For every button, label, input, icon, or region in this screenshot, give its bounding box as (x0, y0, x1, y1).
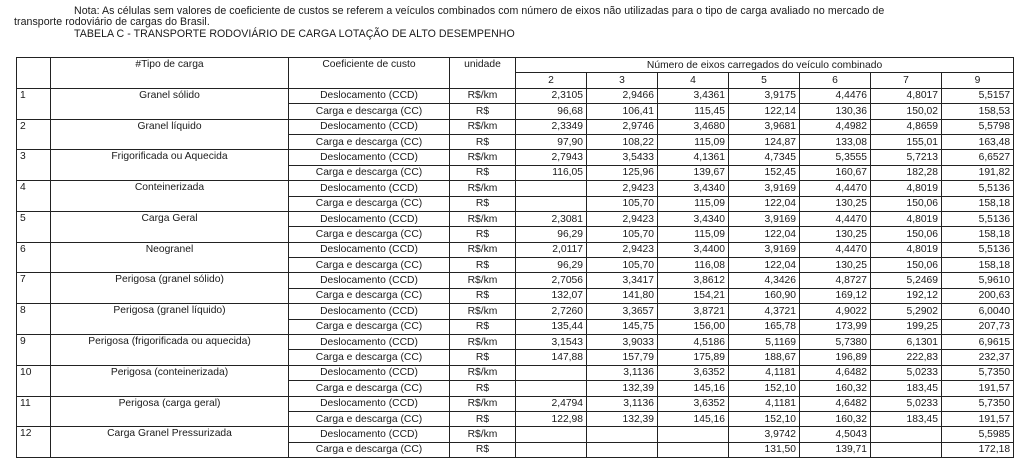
value-cell: 2,7260 (516, 304, 587, 319)
value-cell: 199,25 (871, 319, 942, 334)
value-cell: 5,1169 (729, 335, 800, 350)
value-cell: 155,01 (871, 134, 942, 149)
value-cell: 3,9681 (729, 119, 800, 134)
value-cell: 3,9169 (729, 242, 800, 257)
value-cell: 3,9033 (587, 335, 658, 350)
value-cell: 5,0233 (871, 396, 942, 411)
table-title: TABELA C - TRANSPORTE RODOVIÁRIO DE CARGA LOTAÇÃO DE ALTO DESEMPENHO (74, 27, 515, 40)
value-cell: 131,50 (729, 442, 800, 457)
value-cell: 5,2902 (871, 304, 942, 319)
unit-label: R$/km (450, 242, 516, 257)
header-axle-7: 7 (871, 73, 942, 88)
value-cell: 3,1136 (587, 365, 658, 380)
value-cell: 3,4400 (658, 242, 729, 257)
value-cell: 152,10 (729, 381, 800, 396)
value-cell: 115,09 (658, 134, 729, 149)
value-cell: 175,89 (658, 350, 729, 365)
value-cell: 3,4340 (658, 211, 729, 226)
value-cell: 3,1136 (587, 396, 658, 411)
value-cell: 160,32 (800, 381, 871, 396)
value-cell: 3,3657 (587, 304, 658, 319)
value-cell: 5,5985 (942, 427, 1014, 442)
value-cell: 5,5136 (942, 181, 1014, 196)
value-cell: 122,14 (729, 104, 800, 119)
value-cell: 183,45 (871, 411, 942, 426)
coefficient-label: Carga e descarga (CC) (289, 411, 450, 426)
value-cell: 130,36 (800, 104, 871, 119)
row-index: 3 (17, 150, 51, 181)
value-cell: 5,0233 (871, 365, 942, 380)
value-cell: 5,3555 (800, 150, 871, 165)
value-cell: 4,3721 (729, 304, 800, 319)
note (14, 6, 1018, 40)
value-cell (658, 442, 729, 457)
value-cell (516, 442, 587, 457)
value-cell: 122,04 (729, 258, 800, 273)
row-index: 4 (17, 181, 51, 212)
cost-coefficient-table (16, 57, 1014, 458)
table-row (17, 427, 1014, 442)
value-cell: 105,70 (587, 227, 658, 242)
coefficient-label: Deslocamento (CCD) (289, 273, 450, 288)
value-cell: 115,09 (658, 227, 729, 242)
value-cell: 105,70 (587, 258, 658, 273)
value-cell: 3,4361 (658, 88, 729, 103)
value-cell (871, 427, 942, 442)
value-cell: 147,88 (516, 350, 587, 365)
unit-label: R$ (450, 288, 516, 303)
value-cell: 2,9746 (587, 119, 658, 134)
value-cell: 122,04 (729, 227, 800, 242)
value-cell: 3,9169 (729, 211, 800, 226)
unit-label: R$/km (450, 211, 516, 226)
cargo-type: Perigosa (conteinerizada) (51, 365, 289, 396)
value-cell: 5,5136 (942, 242, 1014, 257)
value-cell: 5,5136 (942, 211, 1014, 226)
value-cell: 2,3105 (516, 88, 587, 103)
cargo-type: Conteinerizada (51, 181, 289, 212)
value-cell: 6,6527 (942, 150, 1014, 165)
value-cell: 196,89 (800, 350, 871, 365)
row-index: 5 (17, 211, 51, 242)
coefficient-label: Carga e descarga (CC) (289, 258, 450, 273)
value-cell: 154,21 (658, 288, 729, 303)
value-cell: 192,12 (871, 288, 942, 303)
header-coefficient: Coeficiente de custo (289, 58, 450, 89)
note-line-1: Nota: As células sem valores de coeficiente de custos se referem a veículos combinados com número de eixos não utilizadas para o tipo de carga avaliado no mercado de (74, 5, 885, 17)
header-index (17, 58, 51, 89)
coefficient-label: Carga e descarga (CC) (289, 381, 450, 396)
value-cell: 141,80 (587, 288, 658, 303)
value-cell: 4,9022 (800, 304, 871, 319)
coefficient-label: Deslocamento (CCD) (289, 150, 450, 165)
table-row (17, 242, 1014, 257)
value-cell: 150,06 (871, 196, 942, 211)
header-axle-3: 3 (587, 73, 658, 88)
row-index: 6 (17, 242, 51, 273)
header-axles: Número de eixos carregados do veículo combinado (516, 58, 1014, 73)
value-cell: 4,8659 (871, 119, 942, 134)
cargo-type: Granel sólido (51, 88, 289, 119)
value-cell: 4,5186 (658, 335, 729, 350)
table-row (17, 88, 1014, 103)
value-cell: 145,75 (587, 319, 658, 334)
coefficient-label: Deslocamento (CCD) (289, 88, 450, 103)
value-cell: 173,99 (800, 319, 871, 334)
value-cell: 4,3426 (729, 273, 800, 288)
value-cell: 132,39 (587, 411, 658, 426)
value-cell: 2,3081 (516, 211, 587, 226)
value-cell: 3,9169 (729, 181, 800, 196)
value-cell: 152,45 (729, 165, 800, 180)
value-cell: 125,96 (587, 165, 658, 180)
value-cell: 182,28 (871, 165, 942, 180)
value-cell: 2,9423 (587, 242, 658, 257)
unit-label: R$/km (450, 181, 516, 196)
header-axle-4: 4 (658, 73, 729, 88)
cargo-type: Carga Granel Pressurizada (51, 427, 289, 458)
value-cell: 3,8612 (658, 273, 729, 288)
value-cell: 6,1301 (871, 335, 942, 350)
value-cell: 116,08 (658, 258, 729, 273)
value-cell: 96,29 (516, 258, 587, 273)
value-cell: 3,8721 (658, 304, 729, 319)
unit-label: R$/km (450, 273, 516, 288)
coefficient-label: Carga e descarga (CC) (289, 227, 450, 242)
value-cell: 4,6482 (800, 365, 871, 380)
table-row (17, 396, 1014, 411)
value-cell: 145,16 (658, 381, 729, 396)
value-cell: 4,1361 (658, 150, 729, 165)
value-cell: 5,5157 (942, 88, 1014, 103)
value-cell (658, 427, 729, 442)
value-cell: 5,7380 (800, 335, 871, 350)
value-cell: 2,9423 (587, 181, 658, 196)
value-cell: 191,57 (942, 381, 1014, 396)
unit-label: R$ (450, 381, 516, 396)
value-cell: 116,05 (516, 165, 587, 180)
value-cell: 3,5433 (587, 150, 658, 165)
unit-label: R$/km (450, 365, 516, 380)
coefficient-label: Carga e descarga (CC) (289, 319, 450, 334)
value-cell: 156,00 (658, 319, 729, 334)
value-cell: 3,9742 (729, 427, 800, 442)
cargo-type: Carga Geral (51, 211, 289, 242)
value-cell: 2,9423 (587, 211, 658, 226)
value-cell: 4,7345 (729, 150, 800, 165)
coefficient-label: Carga e descarga (CC) (289, 104, 450, 119)
table-row (17, 181, 1014, 196)
value-cell: 132,39 (587, 381, 658, 396)
coefficient-label: Carga e descarga (CC) (289, 134, 450, 149)
coefficient-label: Carga e descarga (CC) (289, 288, 450, 303)
value-cell: 222,83 (871, 350, 942, 365)
unit-label: R$/km (450, 396, 516, 411)
value-cell: 5,9610 (942, 273, 1014, 288)
unit-label: R$ (450, 104, 516, 119)
value-cell: 4,1181 (729, 365, 800, 380)
coefficient-label: Deslocamento (CCD) (289, 427, 450, 442)
value-cell: 97,90 (516, 134, 587, 149)
coefficient-label: Deslocamento (CCD) (289, 304, 450, 319)
table-row (17, 119, 1014, 134)
header-axle-2: 2 (516, 73, 587, 88)
value-cell: 232,37 (942, 350, 1014, 365)
value-cell: 4,8727 (800, 273, 871, 288)
row-index: 11 (17, 396, 51, 427)
coefficient-label: Deslocamento (CCD) (289, 242, 450, 257)
unit-label: R$/km (450, 335, 516, 350)
row-index: 8 (17, 304, 51, 335)
value-cell: 2,4794 (516, 396, 587, 411)
value-cell: 5,2469 (871, 273, 942, 288)
table-row (17, 150, 1014, 165)
value-cell: 4,4476 (800, 88, 871, 103)
value-cell: 4,4470 (800, 211, 871, 226)
cargo-type: Perigosa (granel líquido) (51, 304, 289, 335)
value-cell (516, 181, 587, 196)
value-cell: 158,18 (942, 227, 1014, 242)
unit-label: R$/km (450, 304, 516, 319)
value-cell: 158,18 (942, 258, 1014, 273)
coefficient-label: Carga e descarga (CC) (289, 442, 450, 457)
header-axle-9: 9 (942, 73, 1014, 88)
value-cell: 207,73 (942, 319, 1014, 334)
value-cell: 191,82 (942, 165, 1014, 180)
table-row (17, 273, 1014, 288)
value-cell (587, 427, 658, 442)
value-cell: 165,78 (729, 319, 800, 334)
cargo-type: Perigosa (granel sólido) (51, 273, 289, 304)
row-index: 1 (17, 88, 51, 119)
value-cell: 150,02 (871, 104, 942, 119)
cargo-type: Perigosa (carga geral) (51, 396, 289, 427)
value-cell: 132,07 (516, 288, 587, 303)
value-cell: 4,6482 (800, 396, 871, 411)
value-cell: 3,1543 (516, 335, 587, 350)
value-cell: 145,16 (658, 411, 729, 426)
coefficient-label: Deslocamento (CCD) (289, 335, 450, 350)
unit-label: R$ (450, 196, 516, 211)
value-cell: 160,90 (729, 288, 800, 303)
coefficient-label: Deslocamento (CCD) (289, 181, 450, 196)
header-unit: unidade (450, 58, 516, 89)
value-cell: 150,06 (871, 258, 942, 273)
value-cell: 106,41 (587, 104, 658, 119)
value-cell: 139,71 (800, 442, 871, 457)
value-cell: 105,70 (587, 196, 658, 211)
value-cell: 5,7350 (942, 396, 1014, 411)
value-cell (871, 442, 942, 457)
value-cell: 157,79 (587, 350, 658, 365)
value-cell: 135,44 (516, 319, 587, 334)
value-cell: 158,18 (942, 196, 1014, 211)
row-index: 7 (17, 273, 51, 304)
value-cell: 3,6352 (658, 365, 729, 380)
table-row (17, 211, 1014, 226)
unit-label: R$/km (450, 88, 516, 103)
unit-label: R$ (450, 258, 516, 273)
unit-label: R$ (450, 442, 516, 457)
value-cell: 5,5798 (942, 119, 1014, 134)
value-cell: 4,4470 (800, 181, 871, 196)
coefficient-label: Deslocamento (CCD) (289, 365, 450, 380)
value-cell: 3,4340 (658, 181, 729, 196)
header-cargo: #Tipo de carga (51, 58, 289, 89)
value-cell: 115,45 (658, 104, 729, 119)
value-cell: 160,67 (800, 165, 871, 180)
value-cell: 200,63 (942, 288, 1014, 303)
value-cell: 122,04 (729, 196, 800, 211)
value-cell: 2,7056 (516, 273, 587, 288)
value-cell: 163,48 (942, 134, 1014, 149)
value-cell (516, 427, 587, 442)
unit-label: R$ (450, 350, 516, 365)
unit-label: R$/km (450, 150, 516, 165)
value-cell: 152,10 (729, 411, 800, 426)
value-cell: 4,4470 (800, 242, 871, 257)
value-cell: 160,32 (800, 411, 871, 426)
value-cell: 96,68 (516, 104, 587, 119)
value-cell: 2,7943 (516, 150, 587, 165)
value-cell: 130,25 (800, 227, 871, 242)
coefficient-label: Deslocamento (CCD) (289, 211, 450, 226)
coefficient-label: Deslocamento (CCD) (289, 119, 450, 134)
value-cell: 172,18 (942, 442, 1014, 457)
header-axle-6: 6 (800, 73, 871, 88)
table-row (17, 365, 1014, 380)
coefficient-label: Carga e descarga (CC) (289, 196, 450, 211)
row-index: 9 (17, 335, 51, 366)
value-cell: 3,3417 (587, 273, 658, 288)
unit-label: R$/km (450, 427, 516, 442)
value-cell: 124,87 (729, 134, 800, 149)
coefficient-label: Deslocamento (CCD) (289, 396, 450, 411)
value-cell (516, 381, 587, 396)
value-cell: 183,45 (871, 381, 942, 396)
unit-label: R$ (450, 134, 516, 149)
value-cell: 6,9615 (942, 335, 1014, 350)
value-cell: 3,6352 (658, 396, 729, 411)
value-cell: 4,5043 (800, 427, 871, 442)
value-cell: 158,53 (942, 104, 1014, 119)
value-cell: 2,0117 (516, 242, 587, 257)
table-row (17, 304, 1014, 319)
coefficient-label: Carga e descarga (CC) (289, 165, 450, 180)
value-cell: 130,25 (800, 258, 871, 273)
value-cell (587, 442, 658, 457)
cargo-type: Neogranel (51, 242, 289, 273)
unit-label: R$/km (450, 119, 516, 134)
unit-label: R$ (450, 411, 516, 426)
value-cell: 96,29 (516, 227, 587, 242)
value-cell: 4,8019 (871, 181, 942, 196)
value-cell (516, 365, 587, 380)
value-cell: 5,7350 (942, 365, 1014, 380)
value-cell: 6,0040 (942, 304, 1014, 319)
value-cell: 4,8019 (871, 242, 942, 257)
value-cell (516, 196, 587, 211)
unit-label: R$ (450, 319, 516, 334)
value-cell: 5,7213 (871, 150, 942, 165)
value-cell: 2,3349 (516, 119, 587, 134)
header-axle-5: 5 (729, 73, 800, 88)
coefficient-label: Carga e descarga (CC) (289, 350, 450, 365)
value-cell: 169,12 (800, 288, 871, 303)
value-cell: 150,06 (871, 227, 942, 242)
value-cell: 4,8019 (871, 211, 942, 226)
value-cell: 3,9175 (729, 88, 800, 103)
note-line-2: transporte rodoviário de cargas do Brasil. (14, 16, 210, 29)
value-cell: 139,67 (658, 165, 729, 180)
unit-label: R$ (450, 165, 516, 180)
value-cell: 133,08 (800, 134, 871, 149)
value-cell: 3,4680 (658, 119, 729, 134)
value-cell: 4,8017 (871, 88, 942, 103)
value-cell: 115,09 (658, 196, 729, 211)
value-cell: 2,9466 (587, 88, 658, 103)
cargo-type: Frigorificada ou Aquecida (51, 150, 289, 181)
row-index: 12 (17, 427, 51, 458)
value-cell: 4,1181 (729, 396, 800, 411)
cargo-type: Granel líquido (51, 119, 289, 150)
row-index: 10 (17, 365, 51, 396)
value-cell: 122,98 (516, 411, 587, 426)
value-cell: 4,4982 (800, 119, 871, 134)
row-index: 2 (17, 119, 51, 150)
value-cell: 191,57 (942, 411, 1014, 426)
value-cell: 108,22 (587, 134, 658, 149)
value-cell: 130,25 (800, 196, 871, 211)
unit-label: R$ (450, 227, 516, 242)
cargo-type: Perigosa (frigorificada ou aquecida) (51, 335, 289, 366)
value-cell: 188,67 (729, 350, 800, 365)
table-row (17, 335, 1014, 350)
